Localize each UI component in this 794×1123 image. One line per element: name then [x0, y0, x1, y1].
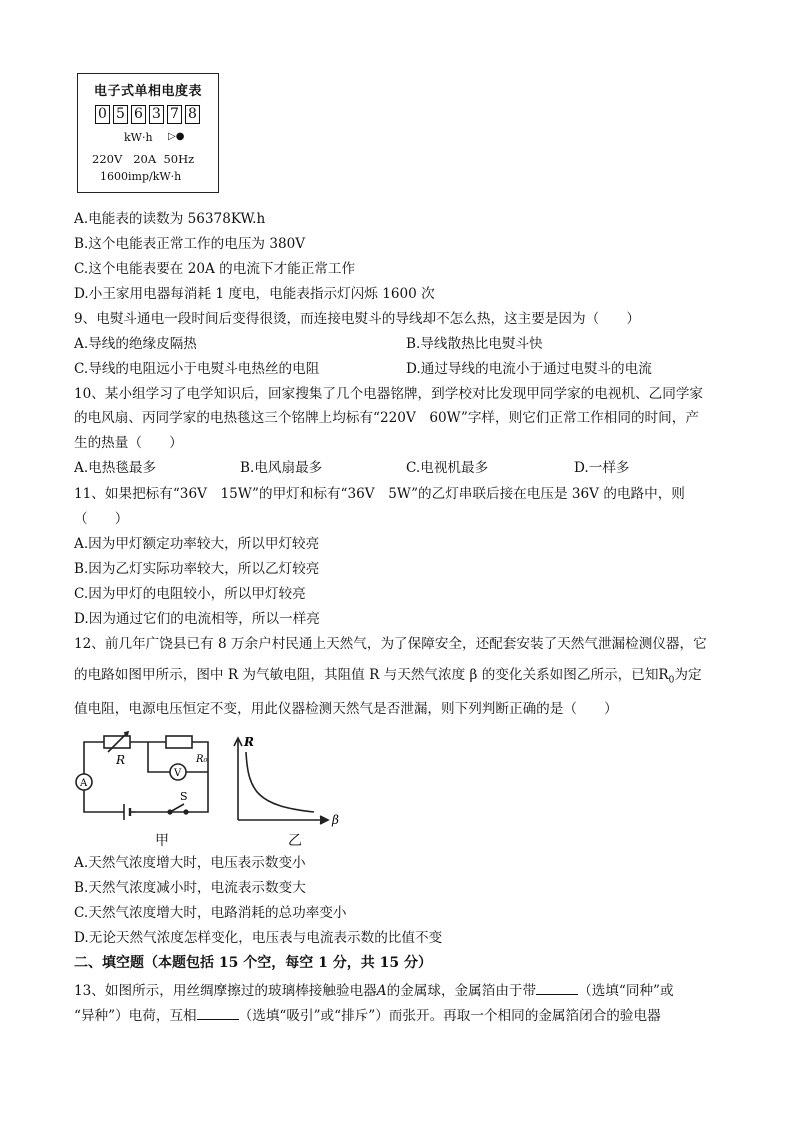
meter-digit: 8	[185, 105, 200, 124]
q12-stem-line2-text: 的电路如图甲所示，图中 R 为气敏电阻，其阻值 R 与天然气浓度 β 的变化关系如图乙所示，已知	[74, 667, 659, 683]
q11-stem-line2: （ ）	[74, 511, 129, 527]
q8-option-b: B.这个电能表正常工作的电压为 380V	[74, 236, 306, 252]
q10-option-d: D.一样多	[574, 460, 630, 476]
q9-option-d: D.通过导线的电流小于通过电熨斗的电流	[406, 361, 652, 377]
q13-line1-text: 13、如图所示，用丝绸摩擦过的玻璃棒接触验电器	[74, 983, 377, 999]
q8-option-a: A.电能表的读数为 56378KW.h	[74, 211, 266, 227]
q10-option-b: B.电风扇最多	[240, 460, 323, 476]
meter-digits	[95, 105, 203, 124]
label-S: S	[180, 790, 188, 803]
meter-digit: 6	[131, 105, 146, 124]
q8-option-d: D.小王家用电器每消耗 1 度电，电能表指示灯闪烁 1600 次	[74, 286, 435, 302]
q9-stem: 9、电熨斗通电一段时间后变得很烫，而连接电熨斗的导线却不怎么热，这主要是因为（ ）	[74, 311, 640, 327]
q13-line2-end: （选填“吸引”或“排斥”）而张开。再取一个相同的金属箔闭合的验电器	[238, 1008, 661, 1024]
section-heading: 二、填空题（本题包括 15 个空，每空 1 分，共 15 分）	[74, 955, 432, 971]
r0-subscript: 0	[668, 675, 675, 686]
meter-digit: 3	[149, 105, 164, 124]
voltmeter-label: V	[174, 768, 182, 779]
q13-line1-mid: 的金属球，金属箔由于带	[386, 983, 537, 999]
ammeter-label: A	[80, 778, 88, 789]
q10-stem-line2: 的电风扇、丙同学家的电热毯这三个铭牌上均标有“220V 60W”字样，则它们正常工作相同的时间，产	[74, 410, 699, 426]
q12-stem-line3: 值电阻，电源电压恒定不变，用此仪器检测天然气是否泄漏，则下列判断正确的是（ ）	[74, 701, 618, 717]
meter-digit: 7	[167, 105, 182, 124]
q11-option-b: B.因为乙灯实际功率较大，所以乙灯较亮	[74, 561, 320, 577]
label-R: R	[116, 753, 126, 767]
q10-option-c: C.电视机最多	[406, 460, 489, 476]
label-R0: R₀	[196, 754, 208, 765]
caption-jia: 甲	[155, 833, 169, 849]
q11-stem-line1: 11、如果把标有“36V 15W”的甲灯和标有“36V 5W”的乙灯串联后接在电压是 36V 的电路中，则	[74, 486, 685, 502]
q12-option-b: B.天然气浓度减小时，电流表示数变大	[74, 880, 306, 896]
meter-spec-line2: 1600imp/kW·h	[100, 170, 182, 183]
q9-option-c: C.导线的电阻远小于电熨斗电热丝的电阻	[74, 361, 320, 377]
q11-option-c: C.因为甲灯的电阻较小，所以甲灯较亮	[74, 586, 306, 602]
q12-option-a: A.天然气浓度增大时，电压表示数变小	[74, 855, 306, 871]
q13-line2	[74, 1006, 661, 1025]
graph-x-label: β	[332, 813, 339, 827]
electric-meter-figure	[77, 73, 219, 193]
q10-stem-line1: 10、某小组学习了电学知识后，回家搜集了几个电器铭牌，到学校对比发现甲同学家的电视机、乙同学家	[74, 386, 704, 402]
q12-option-c: C.天然气浓度增大时，电路消耗的总功率变小	[74, 905, 347, 921]
q13-blank-2[interactable]	[197, 1006, 239, 1020]
r0-symbol: R	[658, 667, 669, 683]
q11-option-a: A.因为甲灯额定功率较大，所以甲灯较亮	[74, 536, 320, 552]
q13-blank-1[interactable]	[536, 981, 578, 995]
q13-line2-text: “异种”）电荷，互相	[74, 1008, 197, 1024]
q10-option-a: A.电热毯最多	[74, 460, 157, 476]
r-beta-graph	[234, 738, 328, 824]
q8-option-c: C.这个电能表要在 20A 的电流下才能正常工作	[74, 261, 356, 277]
q9-option-b: B.导线散热比电熨斗快	[406, 336, 543, 352]
q12-stem-line2	[74, 667, 702, 690]
circuit-and-graph-figure	[74, 730, 364, 830]
caption-yi: 乙	[288, 833, 302, 849]
q11-option-d: D.因为通过它们的电流相等，所以一样亮	[74, 611, 320, 627]
meter-digit: 0	[95, 105, 110, 124]
q13-line1-end: （选填“同种”或	[578, 983, 674, 999]
meter-unit: kW·h	[124, 131, 153, 144]
meter-spec-line1: 220V 20A 50Hz	[92, 152, 195, 166]
q13-electroscope-a: A	[376, 983, 387, 999]
circuit-diagram	[76, 732, 208, 820]
q12-stem-line1: 12、前几年广饶县已有 8 万余户村民通上天然气，为了保障安全，还配套安装了天然气泄漏检测仪器，它	[74, 636, 707, 652]
q12-stem-line2-end: 为定	[674, 667, 702, 683]
meter-title: 电子式单相电度表	[93, 84, 202, 99]
q9-option-a: A.导线的绝缘皮隔热	[74, 336, 197, 352]
graph-y-label: R	[244, 735, 254, 749]
meter-indicator-icon: ▷●	[168, 131, 185, 142]
q10-stem-line3: 生的热量（ ）	[74, 435, 183, 451]
q12-option-d: D.无论天然气浓度怎样变化，电压表与电流表示数的比值不变	[74, 930, 443, 946]
meter-digit: 5	[113, 105, 128, 124]
q13-line1	[74, 981, 674, 1000]
